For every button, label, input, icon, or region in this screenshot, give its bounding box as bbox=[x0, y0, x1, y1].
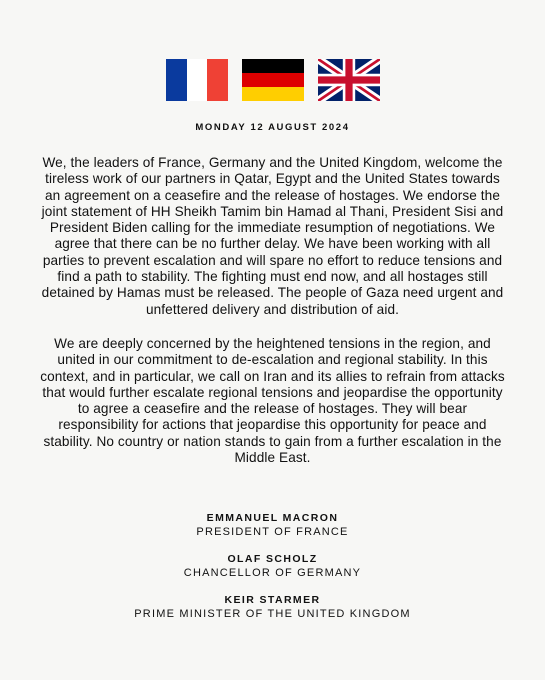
france-flag-icon bbox=[166, 59, 228, 101]
uk-flag-icon bbox=[318, 59, 380, 101]
signatory-title: CHANCELLOR OF GERMANY bbox=[183, 567, 362, 579]
signatory bbox=[0, 512, 545, 540]
statement-paragraph: We are deeply concerned by the heightened tensions in the region, and united in our commitment to de-escalation and regional stability. In this context, and in particular, we call on Iran and its allies to refrain from attacks that would further escalate regional tensions and jeopardise the opportunity to agree a ceasefire and the release of hostages. They will bear responsibility for actions that jeopardise this opportunity for peace and stability. No country or nation stands to gain from a further escalation in the Middle East. bbox=[40, 335, 505, 466]
signatories bbox=[0, 512, 545, 635]
statement-body bbox=[40, 155, 505, 484]
statement-date: MONDAY 12 AUGUST 2024 bbox=[195, 122, 350, 133]
signatory-name: EMMANUEL MACRON bbox=[206, 512, 339, 524]
signatory bbox=[0, 553, 545, 581]
signatory-name: KEIR STARMER bbox=[224, 594, 321, 606]
statement-paragraph: We, the leaders of France, Germany and the United Kingdom, welcome the tireless work of our partners in Qatar, Egypt and the United States towards an agreement on a ceasefire and the release of hostages. We endorse the joint statement of HH Sheikh Tamim bin Hamad al Thani, President Sisi and President Biden calling for the immediate resumption of negotiations. We agree that there can be no further delay. We have been working with all parties to prevent escalation and will spare no effort to reduce tensions and find a path to stability. The fighting must end now, and all hostages still detained by Hamas must be released. The people of Gaza need urgent and unfettered delivery and distribution of aid. bbox=[41, 155, 504, 317]
signatory-title: PRIME MINISTER OF THE UNITED KINGDOM bbox=[134, 608, 411, 620]
signatory-title: PRESIDENT OF FRANCE bbox=[196, 526, 349, 538]
signatory-name: OLAF SCHOLZ bbox=[227, 553, 318, 565]
germany-flag-icon bbox=[242, 59, 304, 101]
flags-row bbox=[0, 59, 545, 101]
signatory bbox=[0, 594, 545, 622]
